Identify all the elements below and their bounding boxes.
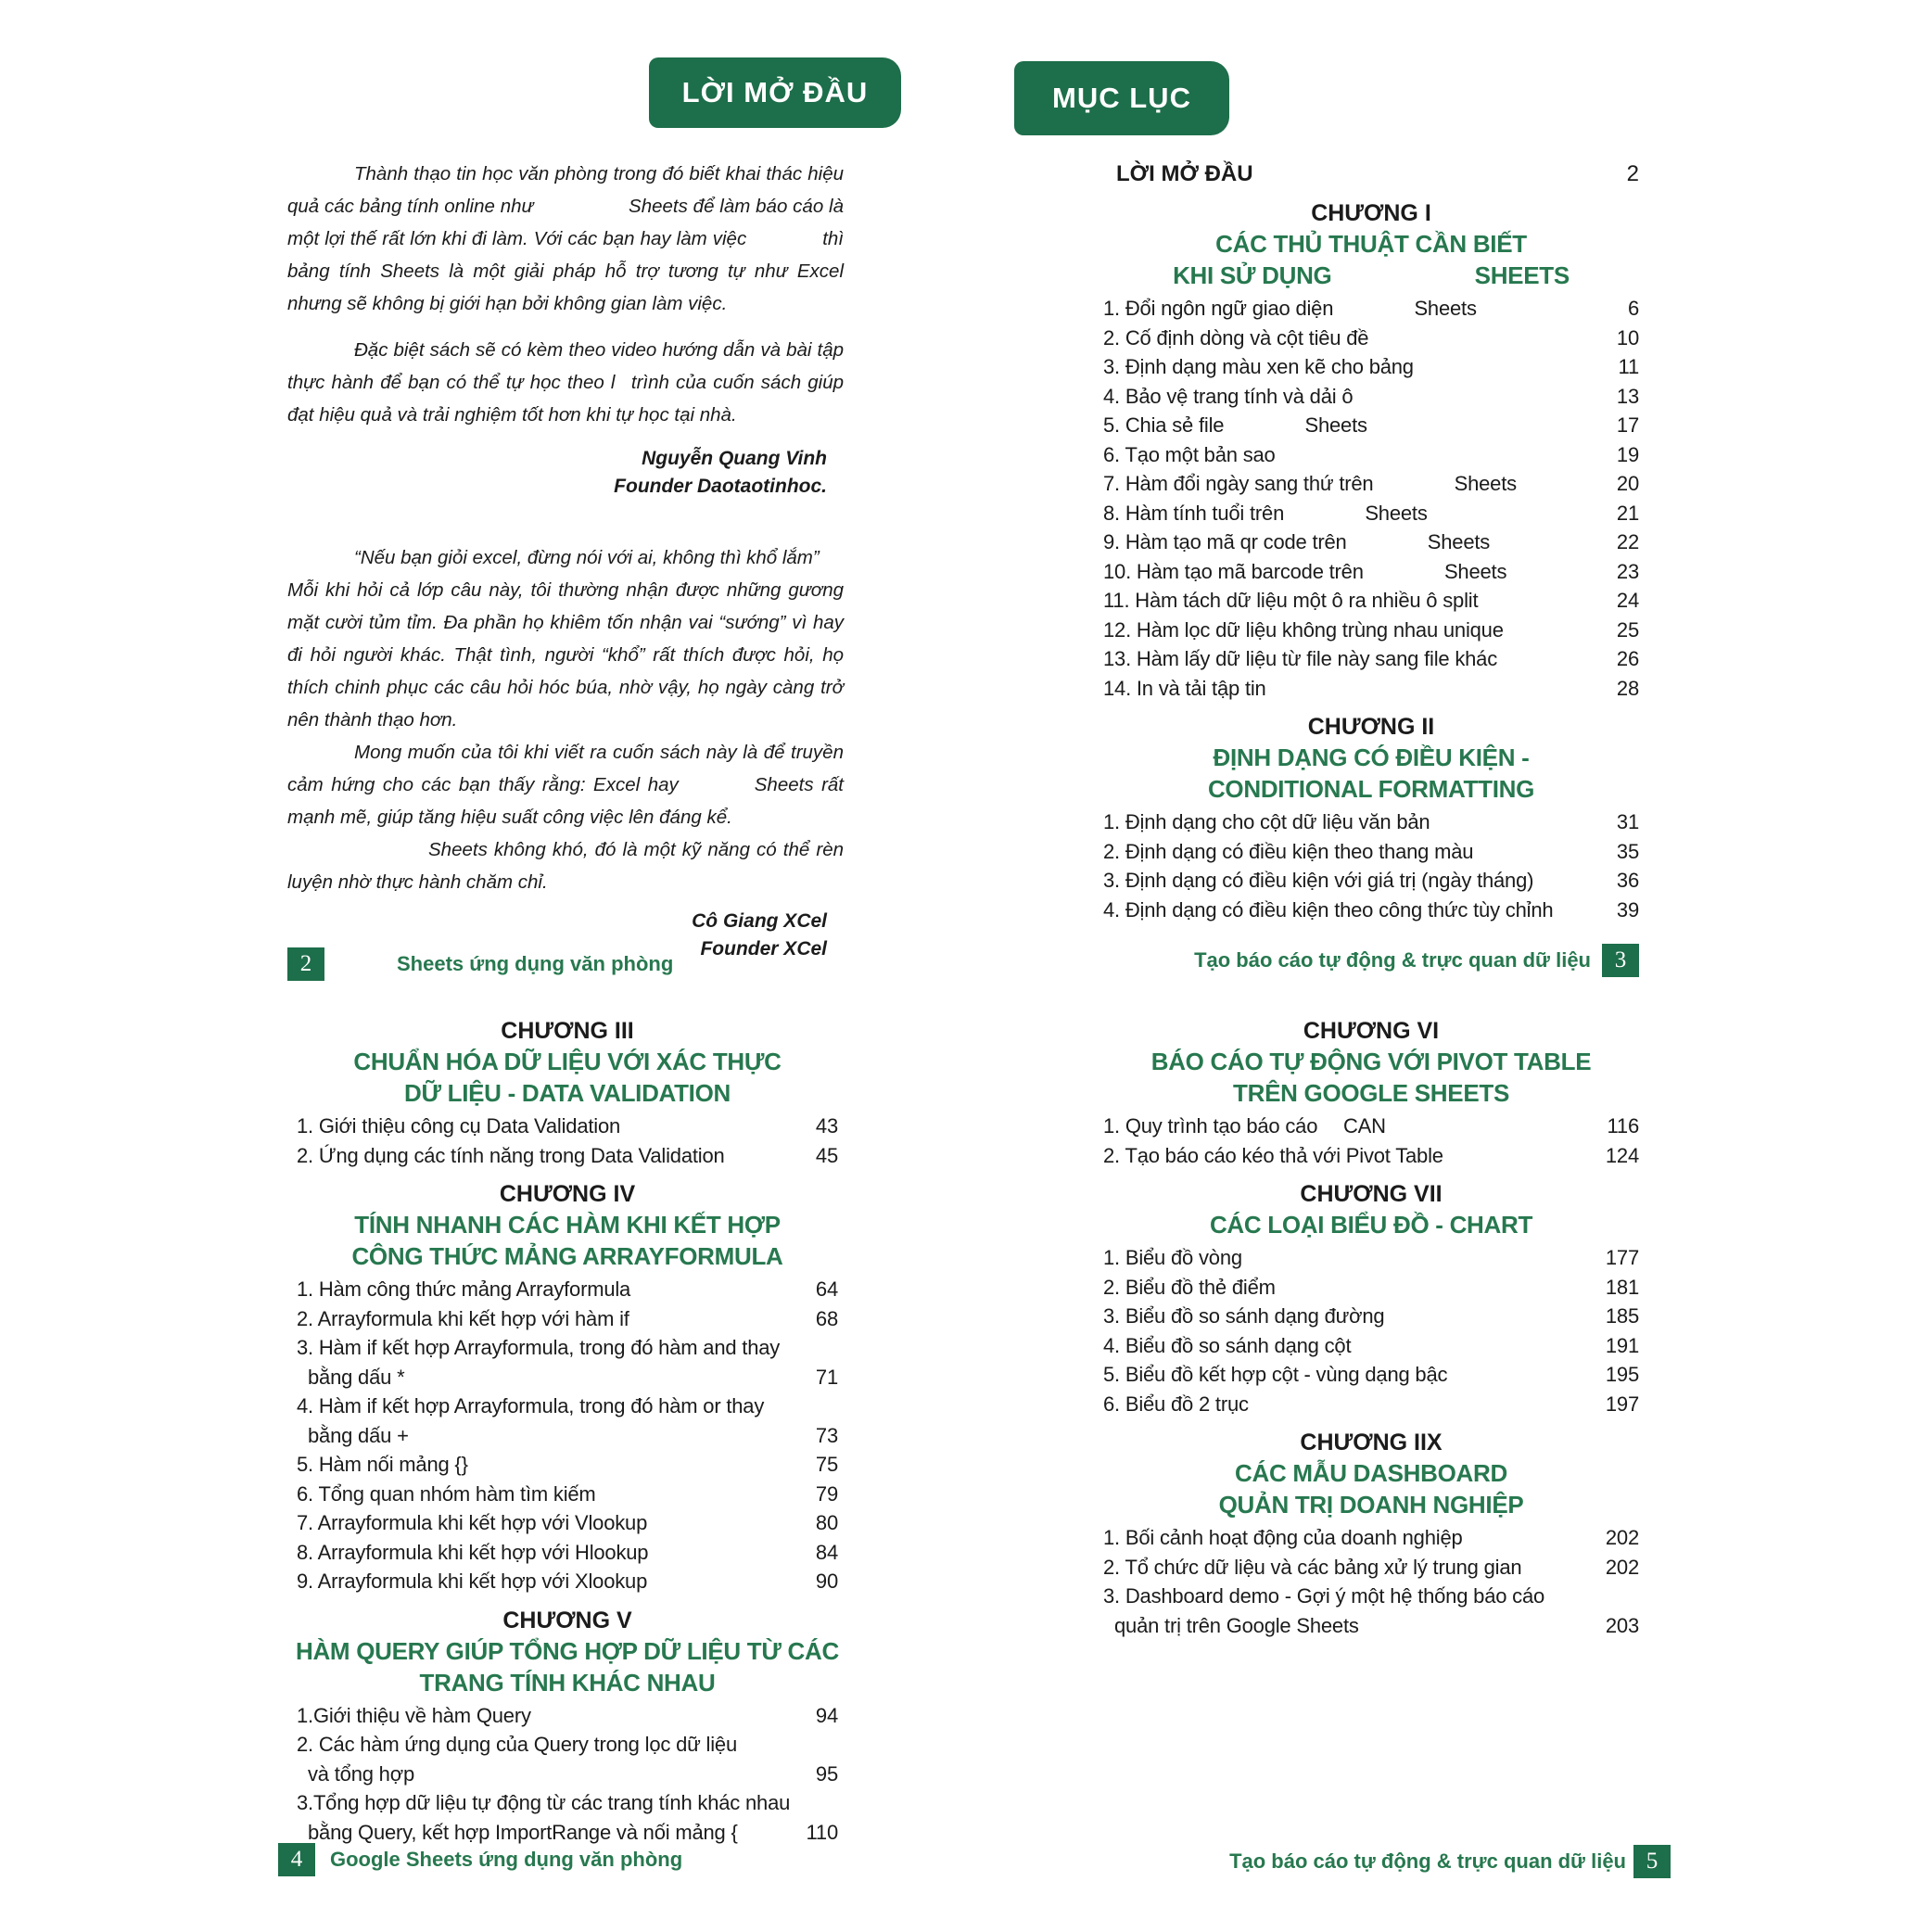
toc-title-badge: MỤC LỤC [1014, 61, 1229, 135]
chapter-title-line: ĐỊNH DẠNG CÓ ĐIỀU KIỆN - [1213, 744, 1530, 771]
toc-item-text: 3. Dashboard demo - Gợi ý một hệ thống báo cáo [1103, 1584, 1545, 1608]
toc-item-row [1103, 557, 1639, 587]
toc-item-row [1103, 294, 1639, 324]
toc-page-number: 185 [1605, 1304, 1639, 1328]
toc-item-text: 6. Tổng quan nhóm hàm tìm kiếm [297, 1481, 596, 1506]
toc-item-row [297, 1421, 838, 1451]
toc-item-row [1103, 469, 1639, 499]
footer-preface-page [287, 947, 673, 981]
chapter-title-line: TRANG TÍNH KHÁC NHAU [419, 1668, 716, 1697]
toc-item-row [1103, 807, 1639, 837]
toc-item-text: 4. Định dạng có điều kiện theo công thức tùy chỉnh [1103, 897, 1554, 922]
footer-page-badge: 2 [287, 947, 324, 981]
chapter-heading: CHƯƠNG V [502, 1607, 632, 1633]
toc-page-number: 64 [815, 1277, 838, 1301]
toc-page-number: 20 [1616, 472, 1639, 495]
section-items [297, 1275, 838, 1596]
toc-page-number: 203 [1605, 1613, 1639, 1637]
toc-item-text: 6. Biểu đồ 2 trục [1103, 1392, 1249, 1416]
toc-item-text: 5. Biểu đồ kết hợp cột - vùng dạng bậc [1103, 1363, 1448, 1386]
toc-item-text: bằng Query, kết hợp ImportRange và nối mảng { [308, 1820, 738, 1844]
toc-page-number: 17 [1616, 413, 1639, 437]
chapter-title-line: CHUẨN HÓA DỮ LIỆU VỚI XÁC THỰC [353, 1048, 782, 1075]
toc-page-number: 202 [1605, 1526, 1639, 1549]
toc-page-number: 177 [1605, 1246, 1639, 1269]
chapter-heading: CHƯƠNG IV [499, 1181, 636, 1207]
toc-item-text: 13. Hàm lấy dữ liệu từ file này sang file khác [1103, 647, 1498, 670]
toc-item-text: 9. Hàm tạo mã qr code trên Sheets [1103, 530, 1491, 553]
toc-item-row [1103, 837, 1639, 867]
toc-item-row [297, 1112, 838, 1141]
toc-item-text: 3. Định dạng có điều kiện với giá trị (ngày tháng) [1103, 869, 1534, 892]
toc-item-row [1103, 440, 1639, 470]
toc-page-number: 116 [1607, 1114, 1639, 1138]
author-name-2: Cô Giang XCel [692, 910, 827, 932]
toc-item-row [297, 1760, 838, 1789]
toc-item-row [1103, 674, 1639, 704]
toc-item-text: 7. Arrayformula khi kết hợp với Vlookup [297, 1511, 648, 1534]
toc-item-row [297, 1333, 838, 1363]
toc-item-text: 2. Các hàm ứng dụng của Query trong lọc dữ liệu [297, 1733, 737, 1756]
toc-item-text: 12. Hàm lọc dữ liệu không trùng nhau unique [1103, 617, 1504, 642]
toc-item-text: bằng dấu + [308, 1423, 409, 1447]
toc-item-row [297, 1508, 838, 1538]
section-items [1103, 1112, 1639, 1170]
toc-item-row [1103, 1582, 1639, 1611]
toc-sections [1103, 1016, 1639, 1640]
toc-item-text: 1. Đổi ngôn ngữ giao diện Sheets [1103, 297, 1477, 320]
toc-page-number: 79 [815, 1481, 838, 1506]
chapter-heading: CHƯƠNG IIX [1300, 1430, 1443, 1455]
toc-item-text: 4. Biểu đồ so sánh dạng cột [1103, 1333, 1352, 1357]
toc-intro-row [1103, 159, 1639, 189]
toc-page-number: 24 [1616, 589, 1639, 612]
toc-page-number: 26 [1616, 647, 1639, 670]
toc-item-text: và tổng hợp [308, 1761, 414, 1786]
footer-toc-page-2 [278, 1843, 682, 1876]
chapter-title-line: CÁC LOẠI BIỂU ĐỒ - CHART [1209, 1211, 1533, 1239]
preface-paragraph-2: Đặc biệt sách sẽ có kèm theo video hướng dẫn và bài tập thực hành để bạn có thể tự học theo l trình của cuốn sách giúp đạt hiệu quả và trải nghiệm tốt hơn khi tự học tại nhà. [287, 339, 844, 426]
toc-page-number: 10 [1616, 325, 1639, 350]
section-items [1103, 1243, 1639, 1418]
chapter-title-line: BÁO CÁO TỰ ĐỘNG VỚI PIVOT TABLE [1150, 1048, 1592, 1075]
chapter-title-line: HÀM QUERY GIÚP TỔNG HỢP DỮ LIỆU TỪ CÁC [295, 1636, 839, 1665]
toc-page-number: 36 [1616, 869, 1639, 892]
toc-item-text: 8. Hàm tính tuổi trên Sheets [1103, 501, 1428, 525]
chapter-title-line: QUẢN TRỊ DOANH NGHIỆP [1218, 1491, 1524, 1519]
toc-item-row [1103, 1331, 1639, 1361]
toc-item-text: 3. Biểu đồ so sánh dạng đường [1103, 1304, 1385, 1328]
chapter-title-line: KHI SỬ DỤNG SHEETS [1173, 261, 1570, 289]
toc-page-number: 21 [1616, 501, 1639, 525]
chapter-title-line: CÁC MẪU DASHBOARD [1235, 1459, 1507, 1487]
toc-page-number: 19 [1616, 442, 1639, 466]
chapter-title-line: CONDITIONAL FORMATTING [1207, 775, 1535, 803]
toc-item-row [1103, 1553, 1639, 1582]
toc-item-text: 1. Giới thiệu công cụ Data Validation [297, 1114, 621, 1138]
toc-item-row [297, 1701, 838, 1731]
toc-item-row [1103, 616, 1639, 645]
quote-paragraph-1: Mỗi khi hỏi cả lớp câu này, tôi thường nhận được những gương mặt cười tủm tỉm. Đa phần họ khiêm tốn nhận vai “sướng” vì hay đi hỏi người khác. Thật tình, người “khổ” rất thích được hỏi, họ thích chinh phục các câu hỏi hóc búa, nhờ vậy, họ ngày càng trở nên thành thạo hơn. [287, 579, 844, 731]
footer-text: Sheets ứng dụng văn phòng [397, 952, 674, 975]
toc-item-text: 2. Tổ chức dữ liệu và các bảng xử lý trung gian [1103, 1555, 1522, 1579]
toc-item-row [1103, 1390, 1639, 1419]
chapter-title-line: DỮ LIỆU - DATA VALIDATION [403, 1079, 731, 1107]
chapter-heading: CHƯƠNG VI [1303, 1018, 1440, 1044]
toc-item-text: 2. Tạo báo cáo kéo thả với Pivot Table [1103, 1143, 1443, 1167]
footer-text: Google Sheets ứng dụng văn phòng [330, 1848, 683, 1871]
toc-page-number: 202 [1605, 1555, 1639, 1579]
toc-item-row [297, 1788, 838, 1818]
footer-text: Tạo báo cáo tự động & trực quan dữ liệu [1194, 948, 1591, 972]
toc-item-row [297, 1392, 838, 1421]
toc-page-number: 90 [815, 1570, 838, 1593]
toc-page-2 [297, 1007, 838, 1847]
footer-page-badge: 5 [1633, 1845, 1671, 1878]
toc-item-text: 4. Bảo vệ trang tính và dải ô [1103, 384, 1354, 408]
toc-item-row [1103, 1611, 1639, 1641]
toc-item-row [297, 1304, 838, 1334]
toc-item-row [1103, 352, 1639, 382]
toc-item-row [297, 1363, 838, 1392]
toc-page-number: 13 [1616, 384, 1639, 408]
toc-page-number: 35 [1616, 839, 1639, 863]
toc-item-row [297, 1480, 838, 1509]
toc-item-row [297, 1450, 838, 1480]
footer-text: Tạo báo cáo tự động & trực quan dữ liệu [1229, 1849, 1626, 1873]
quote-paragraph-3: Sheets không khó, đó là một kỹ năng có thể rèn luyện nhờ thực hành chăm chỉ. [287, 839, 844, 893]
footer-toc-page-1 [1103, 944, 1639, 977]
section-items [297, 1112, 838, 1170]
toc-item-row [1103, 1360, 1639, 1390]
toc-item-row [1103, 896, 1639, 925]
toc-item-text: 3. Hàm if kết hợp Arrayformula, trong đó hàm and thay [297, 1336, 781, 1359]
author-title-2: Founder XCel [700, 938, 827, 960]
toc-item-row [1103, 1141, 1639, 1171]
signature-block-1 [287, 445, 844, 501]
toc-item-text: 2. Arrayformula khi kết hợp với hàm if [297, 1306, 629, 1330]
footer-page-badge: 3 [1602, 944, 1639, 977]
section-items [1103, 807, 1639, 924]
toc-item-text: 1. Biểu đồ vòng [1103, 1246, 1242, 1269]
toc-page-number: 11 [1618, 355, 1639, 378]
toc-page-number: 124 [1605, 1143, 1639, 1167]
chapter-heading: CHƯƠNG VII [1300, 1181, 1443, 1207]
toc-item-text: bằng dấu * [308, 1365, 405, 1389]
chapter-heading: CHƯƠNG I [1311, 200, 1431, 226]
toc-page-number: 181 [1605, 1275, 1639, 1299]
toc-item-row [1103, 499, 1639, 528]
toc-item-text: 1. Quy trình tạo báo cáo CAN [1103, 1114, 1386, 1138]
chapter-title-line: CÁC THỦ THUẬT CẦN BIẾT [1215, 230, 1527, 258]
toc-page-number: 94 [815, 1703, 838, 1727]
toc-page-number: 73 [815, 1423, 838, 1447]
toc-item-row [1103, 644, 1639, 674]
toc-item-text: 14. In và tải tập tin [1103, 676, 1266, 700]
toc-item-text: 2. Ứng dụng các tính năng trong Data Validation [297, 1143, 725, 1167]
toc-item-row [1103, 382, 1639, 412]
toc-item-row [297, 1538, 838, 1568]
toc-item-text: 4. Hàm if kết hợp Arrayformula, trong đó hàm or thay [297, 1394, 765, 1417]
toc-item-row [297, 1567, 838, 1596]
author-title: Founder Daotaotinhoc. [614, 476, 827, 497]
toc-item-row [1103, 1243, 1639, 1273]
toc-item-text: 1.Giới thiệu về hàm Query [297, 1703, 531, 1727]
chapter-title-line: TRÊN GOOGLE SHEETS [1233, 1079, 1509, 1107]
toc-item-row [297, 1141, 838, 1171]
toc-item-row [1103, 1273, 1639, 1303]
preface-paragraph-1: Thành thạo tin học văn phòng trong đó biết khai thác hiệu quả các bảng tính online như Sheets để làm báo cáo là một lợi thế rất lớn khi đi làm. Với các bạn hay làm việc thì bảng tính Sheets là một giải pháp hỗ trợ tương tự như Excel nhưng sẽ không bị giới hạn bởi không gian làm việc. [287, 163, 844, 314]
toc-page-number: 6 [1627, 297, 1639, 320]
toc-item-text: 1. Bối cảnh hoạt động của doanh nghiệp [1103, 1526, 1463, 1549]
toc-item-text: 8. Arrayformula khi kết hợp với Hlookup [297, 1540, 649, 1564]
toc-item-text: 6. Tạo một bản sao [1103, 442, 1276, 466]
toc-item-text: 2. Định dạng có điều kiện theo thang màu [1103, 839, 1474, 863]
footer-toc-page-3 [1103, 1845, 1671, 1878]
chapter-heading: CHƯƠNG III [501, 1018, 634, 1044]
toc-item-text: 2. Biểu đồ thẻ điểm [1103, 1275, 1276, 1299]
toc-item-text: 5. Hàm nối mảng {} [297, 1453, 468, 1476]
footer-page-badge: 4 [278, 1843, 315, 1876]
toc-page-number: 43 [815, 1114, 838, 1138]
toc-item-text: 7. Hàm đổi ngày sang thứ trên Sheets [1103, 472, 1517, 495]
toc-item-row [297, 1730, 838, 1760]
toc-sections [1103, 198, 1639, 924]
author-name: Nguyễn Quang Vinh [642, 448, 827, 469]
toc-page-number: 45 [815, 1143, 838, 1167]
toc-item-text: 1. Định dạng cho cột dữ liệu văn bản [1103, 810, 1430, 833]
toc-page-number: 95 [815, 1761, 838, 1786]
toc-page-3 [1103, 1007, 1639, 1640]
toc-page-number: 75 [815, 1453, 838, 1476]
toc-page-number: 39 [1616, 897, 1639, 922]
preface-body [287, 158, 844, 963]
toc-item-text: 3. Định dạng màu xen kẽ cho bảng [1103, 355, 1414, 378]
toc-item-row [1103, 324, 1639, 353]
section-items [297, 1701, 838, 1848]
toc-page-number: 25 [1616, 617, 1639, 642]
toc-item-text: 1. Hàm công thức mảng Arrayformula [297, 1277, 631, 1301]
toc-item-row [1103, 411, 1639, 440]
preface-title-badge: LỜI MỞ ĐẦU [649, 57, 901, 128]
toc-page-number: 22 [1616, 530, 1639, 553]
quote-line: “Nếu bạn giỏi excel, đừng nói với ai, không thì khổ lắm” [354, 547, 820, 568]
toc-item-row [1103, 1523, 1639, 1553]
toc-item-row [1103, 1112, 1639, 1141]
quote-paragraph-2: Mong muốn của tôi khi viết ra cuốn sách này là để truyền cảm hứng cho các bạn thấy rằng: Excel hay Sheets rất mạnh mẽ, giúp tăng hiệu suất công việc lên đáng kể. [287, 742, 844, 828]
toc-page-number: 23 [1616, 559, 1639, 583]
section-items [1103, 1523, 1639, 1640]
toc-item-text: quản trị trên Google Sheets [1114, 1613, 1359, 1637]
chapter-heading: CHƯƠNG II [1307, 714, 1435, 740]
toc-item-row [1103, 586, 1639, 616]
toc-page-number: 31 [1616, 810, 1639, 833]
toc-sections [297, 1016, 838, 1847]
toc-page-number: 68 [815, 1306, 838, 1330]
toc-item-text: 9. Arrayformula khi kết hợp với Xlookup [297, 1570, 648, 1593]
chapter-title-line: TÍNH NHANH CÁC HÀM KHI KẾT HỢP [354, 1211, 781, 1239]
toc-item-text: 10. Hàm tạo mã barcode trên Sheets [1103, 559, 1507, 583]
section-items [1103, 294, 1639, 703]
chapter-title-line: CÔNG THỨC MẢNG ARRAYFORMULA [351, 1242, 783, 1270]
toc-page-number: 80 [815, 1511, 838, 1534]
toc-page-number: 197 [1605, 1392, 1639, 1416]
toc-item-text: 5. Chia sẻ file Sheets [1103, 413, 1367, 437]
toc-intro-page-number: 2 [1626, 161, 1639, 186]
toc-page-number: 110 [806, 1820, 838, 1844]
toc-item-text: 11. Hàm tách dữ liệu một ô ra nhiều ô split [1103, 589, 1479, 612]
toc-page-number: 28 [1616, 676, 1639, 700]
toc-intro-label: LỜI MỞ ĐẦU [1116, 161, 1253, 186]
toc-page-number: 191 [1605, 1333, 1639, 1357]
toc-page-number: 71 [815, 1365, 838, 1389]
toc-item-row [297, 1275, 838, 1304]
toc-page-number: 84 [815, 1540, 838, 1564]
toc-item-row [1103, 527, 1639, 557]
toc-item-row [1103, 1302, 1639, 1331]
toc-item-text: 2. Cố định dòng và cột tiêu đề [1103, 325, 1369, 350]
toc-page-1 [1103, 159, 1639, 924]
toc-item-row [1103, 866, 1639, 896]
toc-item-text: 3.Tổng hợp dữ liệu tự động từ các trang tính khác nhau [297, 1791, 791, 1814]
toc-page-number: 195 [1605, 1363, 1639, 1386]
preface-quote-block [287, 541, 844, 898]
